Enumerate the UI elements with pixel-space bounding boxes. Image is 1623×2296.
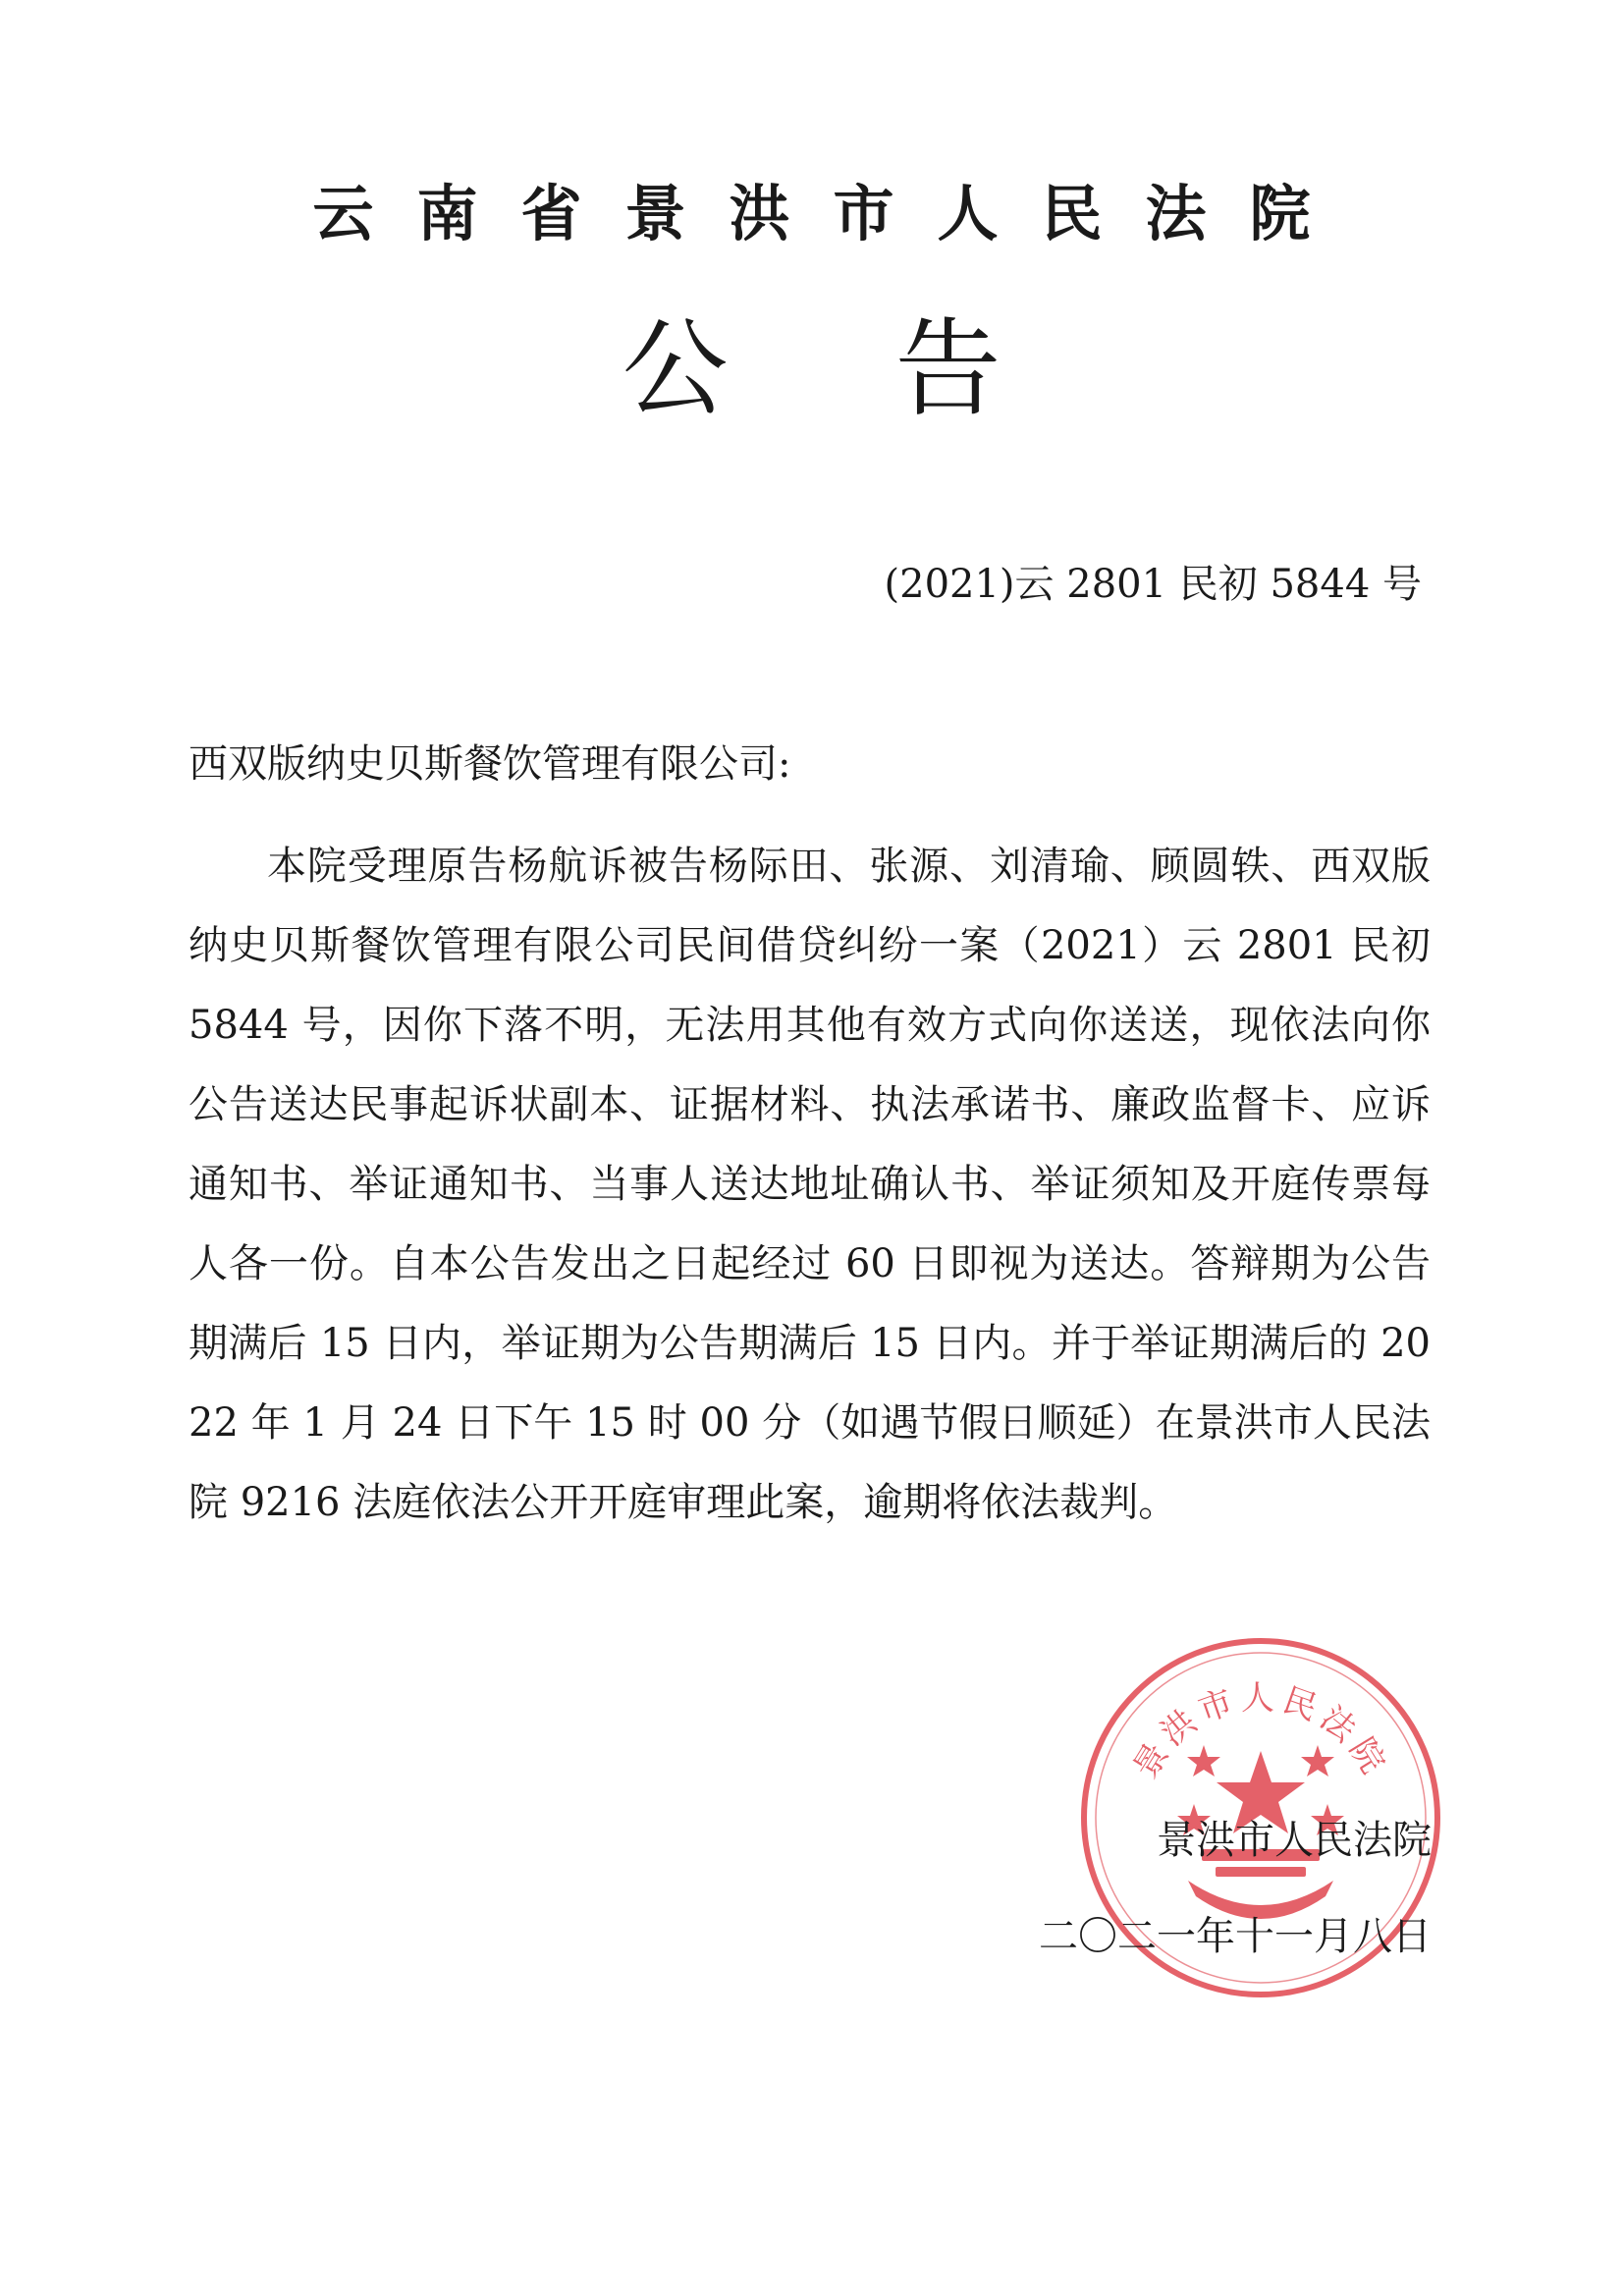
case-number: (2021)云 2801 民初 5844 号 [884, 562, 1422, 607]
notice-title: 公告 [622, 308, 1168, 431]
signature-date: 二〇二一年十一月八日 [1039, 1914, 1432, 1959]
court-name-heading: 云南省景洪市人民法院 [312, 178, 1354, 249]
signature-court: 景洪市人民法院 [1157, 1818, 1432, 1863]
recipient-line: 西双版纳史贝斯餐饮管理有限公司: [189, 741, 791, 787]
seal-text: 景洪市人民法院 [1125, 1678, 1396, 1786]
notice-body: 本院受理原告杨航诉被告杨际田、张源、刘清瑜、顾圆轶、西双版纳史贝斯餐饮管理有限公司民间借贷纠纷一案（2021）云 2801 民初 5844 号，因你下落不明，无法用其他有效方式向你送送，现依法向你公告送达民事起诉状副本、证据材料、执法承诺书、廉政监督卡、应诉通知书、举证通知书、当事人送达地址确认书、举证须知及开庭传票每人各一份。自本公告发出之日起经过 60 日即视为送达。答辩期为公告期满后 15 日内，举证期为公告期满后 15 日内。并于举证期满后的 2022 年 1 月 24 日下午 15 时 00 分（如遇节假日顺延）在景洪市人民法院 9216 法庭依法公开开庭审理此案，逾期将依法裁判。 [189, 844, 1431, 1525]
